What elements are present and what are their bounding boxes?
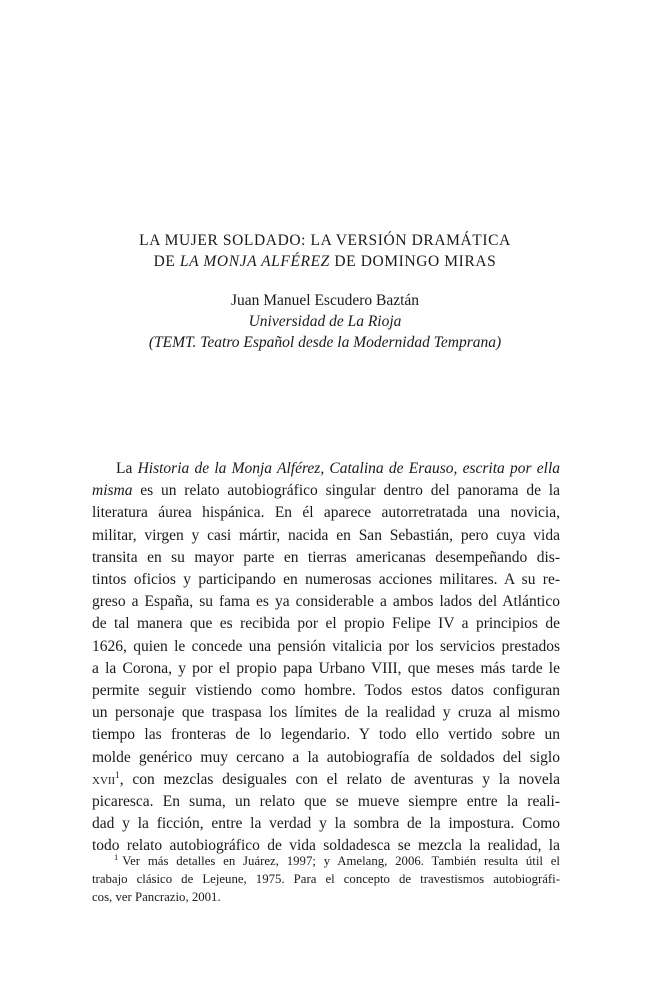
body-line: un personaje que traspasa los límites de la realidad y cruza al mismo: [92, 704, 560, 722]
footnote-text-run: Ver más detalles en Juárez, 1997; y Amelang, 2006. También resulta útil el: [122, 854, 560, 868]
body-text-run: es un relato autobiográfico singular dentro del panorama de la: [132, 482, 560, 500]
body-paragraph: [92, 458, 560, 858]
footnote-line: trabajo clásico de Lejeune, 1975. Para el concepto de travestismos autobiográfi-: [92, 872, 560, 886]
body-line: greso a España, su fama es ya considerable a ambos lados del Atlántico: [92, 593, 560, 611]
body-line: tintos oficios y participando en numerosas acciones militares. A su re-: [92, 571, 560, 589]
title-italic-work: LA MONJA ALFÉREZ: [179, 253, 330, 270]
footnote-line: cos, ver Pancrazio, 2001.: [92, 890, 221, 904]
body-line: transita en su mayor parte en tierras americanas desempeñando dis-: [92, 548, 560, 566]
body-line: dad y la ficción, entre la verdad y la sombra de la impostura. Como: [92, 815, 560, 833]
body-line: [92, 769, 560, 791]
body-line: militar, virgen y casi mártir, nacida en San Sebastián, pero cuya vida: [92, 526, 560, 544]
title-line-2-suffix: DE DOMINGO MIRAS: [329, 253, 497, 270]
body-line: de tal manera que es recibida por el propio Felipe IV a principios de: [92, 615, 560, 633]
body-line: todo relato autobiográfico de vida soldadesca se mezcla la realidad, la: [92, 837, 560, 855]
author-name: Juan Manuel Escudero Baztán: [230, 292, 420, 309]
title-line-2: [0, 251, 650, 272]
body-line: [92, 480, 560, 502]
author-affiliation: Universidad de La Rioja: [248, 313, 402, 330]
body-line: permite seguir vistiendo como hombre. Todos estos datos configuran: [92, 682, 560, 700]
title-line-2-prefix: DE: [153, 253, 180, 270]
body-line: 1626, quien le concede una pensión vitalicia por los servicios prestados: [92, 637, 560, 655]
author-block: [0, 290, 650, 353]
body-line: molde genérico muy cercano a la autobiografía de soldados del siglo: [92, 748, 560, 766]
body-line: tiempo las fronteras de lo legendario. Y todo ello vertido sobre un: [92, 726, 560, 744]
body-line: picaresca. En suma, un relato que se mueve siempre entre la reali-: [92, 793, 560, 811]
title-line-1: LA MUJER SOLDADO: LA VERSIÓN DRAMÁTICA: [139, 232, 511, 249]
footnote-mark: 1: [114, 851, 119, 862]
body-text-run: La: [116, 460, 138, 477]
footnote-reference[interactable]: 1: [115, 769, 120, 780]
footnote: [92, 852, 560, 906]
article-title: [0, 230, 650, 272]
body-line: literatura áurea hispánica. En él aparece autorretratada una novicia,: [92, 504, 560, 522]
body-line: a la Corona, y por el propio papa Urbano VIII, que meses más tarde le: [92, 659, 560, 677]
body-italic-run: Historia de la Monja Alférez, Catalina de Erauso, escrita por ella: [137, 460, 560, 477]
century-smallcaps: xvii: [92, 770, 116, 788]
body-text-run: , con mezclas desiguales con el relato de aventuras y la novela: [119, 770, 560, 788]
body-italic-run: misma: [92, 482, 133, 500]
author-research-group: (TEMT. Teatro Español desde la Modernidad Temprana): [148, 334, 502, 351]
footnote-line: [92, 852, 560, 870]
body-line: [92, 458, 560, 480]
